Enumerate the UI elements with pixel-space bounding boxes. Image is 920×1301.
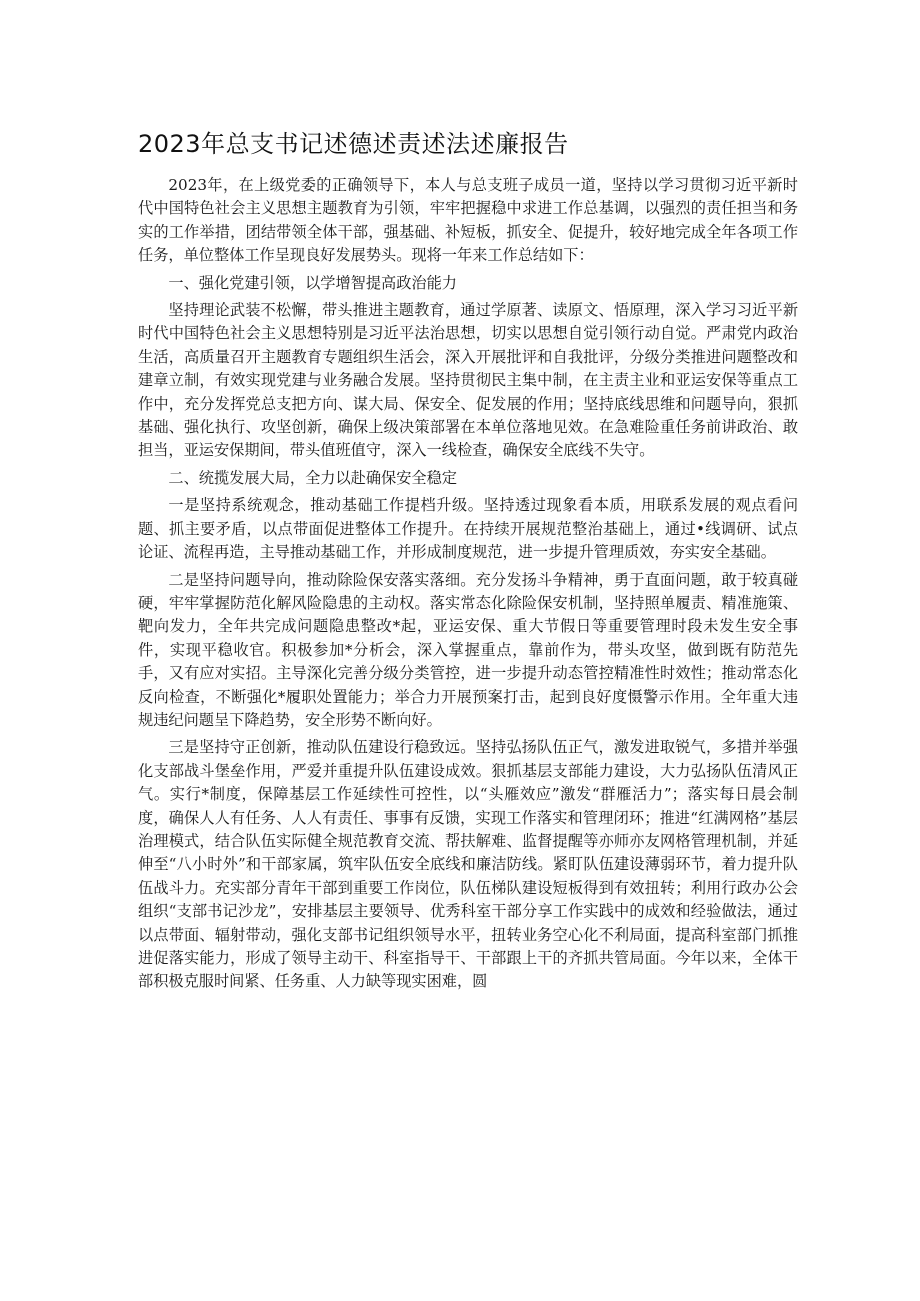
document-title: 2023年总支书记述德述责述法述廉报告 bbox=[138, 130, 569, 158]
intro-paragraph: 2023年，在上级党委的正确领导下，本人与总支班子成员一道，坚持以学习贯彻习近平新时代中国特色社会主义思想主题教育为引领，牢牢把握稳中求进工作总基调，以强烈的责任担当和务实的工作举措，团结带领全体干部，强基础、补短板，抓安全、促提升，较好地完成全年各项工作任务，单位整体工作呈现良好发展势头。现将一年来工作总结如下： bbox=[138, 176, 798, 265]
section-1-heading: 一、强化党建引领，以学增智提高政治能力 bbox=[168, 273, 457, 292]
section-1-paragraph: 坚持理论武装不松懈，带头推进主题教育，通过学原著、读原文、悟原理，深入学习习近平新时代中国特色社会主义思想特别是习近平法治思想，切实以思想自觉引领行动自觉。严肃党内政治生活，高质量召开主题教育专题组织生活会，深入开展批评和自我批评，分级分类推进问题整改和建章立制，有效实现党建与业务融合发展。坚持贯彻民主集中制，在主责主业和亚运安保等重点工作中，充分发挥党总支把方向、谋大局、保安全、促发展的作用；坚持底线思维和问题导向，狠抓基础、强化执行、攻坚创新，确保上级决策部署在本单位落地见效。在急难险重任务前讲政治、敢担当，亚运安保期间，带头值班值守，深入一线检查，确保安全底线不失守。 bbox=[138, 301, 798, 460]
document-page bbox=[138, 126, 798, 998]
section-2-paragraph-3: 三是坚持守正创新，推动队伍建设行稳致远。坚持弘扬队伍正气，激发进取锐气，多措并举强化支部战斗堡垒作用，严爱并重提升队伍建设成效。狠抓基层支部能力建设，大力弘扬队伍清风正气。实行*制度，保障基层工作延续性可控性，以“头雁效应”激发“群雁活力”；落实每日晨会制度，确保人人有任务、人人有责任、事事有反馈，实现工作落实和管理闭环；推进“红满网格”基层治理模式，结合队伍实际健全规范教育交流、帮扶解难、监督提醒等亦师亦友网格管理机制，并延伸至“八小时外”和干部家属，筑牢队伍安全底线和廉洁防线。紧盯队伍建设薄弱环节，着力提升队伍战斗力。充实部分青年干部到重要工作岗位，队伍梯队建设短板得到有效扭转；利用行政办公会组织“支部书记沙龙”，安排基层主要领导、优秀科室干部分享工作实践中的成效和经验做法，通过以点带面、辐射带动，强化支部书记组织领导水平，扭转业务空心化不利局面，提高科室部门抓推进促落实能力，形成了领导主动干、科室指导干、干部跟上干的齐抓共管局面。今年以来，全体干部积极克服时间紧、任务重、人力缺等现实困难，圆 bbox=[138, 738, 798, 991]
section-2-paragraph-2: 二是坚持问题导向，推动除险保安落实落细。充分发扬斗争精神，勇于直面问题，敢于较真碰硬，牢牢掌握防范化解风险隐患的主动权。落实常态化除险保安机制，坚持照单履责、精准施策、靶向发力，全年共完成问题隐患整改*起，亚运安保、重大节假日等重要管理时段未发生安全事件，实现平稳收官。积极参加*分析会，深入掌握重点，靠前作为，带头攻坚，做到既有防范先手，又有应对实招。主导深化完善分级分类管控，进一步提升动态管控精准性时效性；推动常态化反向检查，不断强化*履职处置能力；举合力开展预案打击，起到良好度慑警示作用。全年重大违规违纪问题呈下降趋势，安全形势不断向好。 bbox=[138, 570, 798, 729]
section-2-paragraph-1: 一是坚持系统观念，推动基础工作提档升级。坚持透过现象看本质，用联系发展的观点看问题、抓主要矛盾，以点带面促进整体工作提升。在持续开展规范整治基础上，通过•线调研、试点论证、流程再造，主导推动基础工作，并形成制度规范，进一步提升管理质效，夯实安全基础。 bbox=[138, 496, 798, 562]
section-2-heading: 二、统揽发展大局，全力以赴确保安全稳定 bbox=[168, 468, 457, 487]
